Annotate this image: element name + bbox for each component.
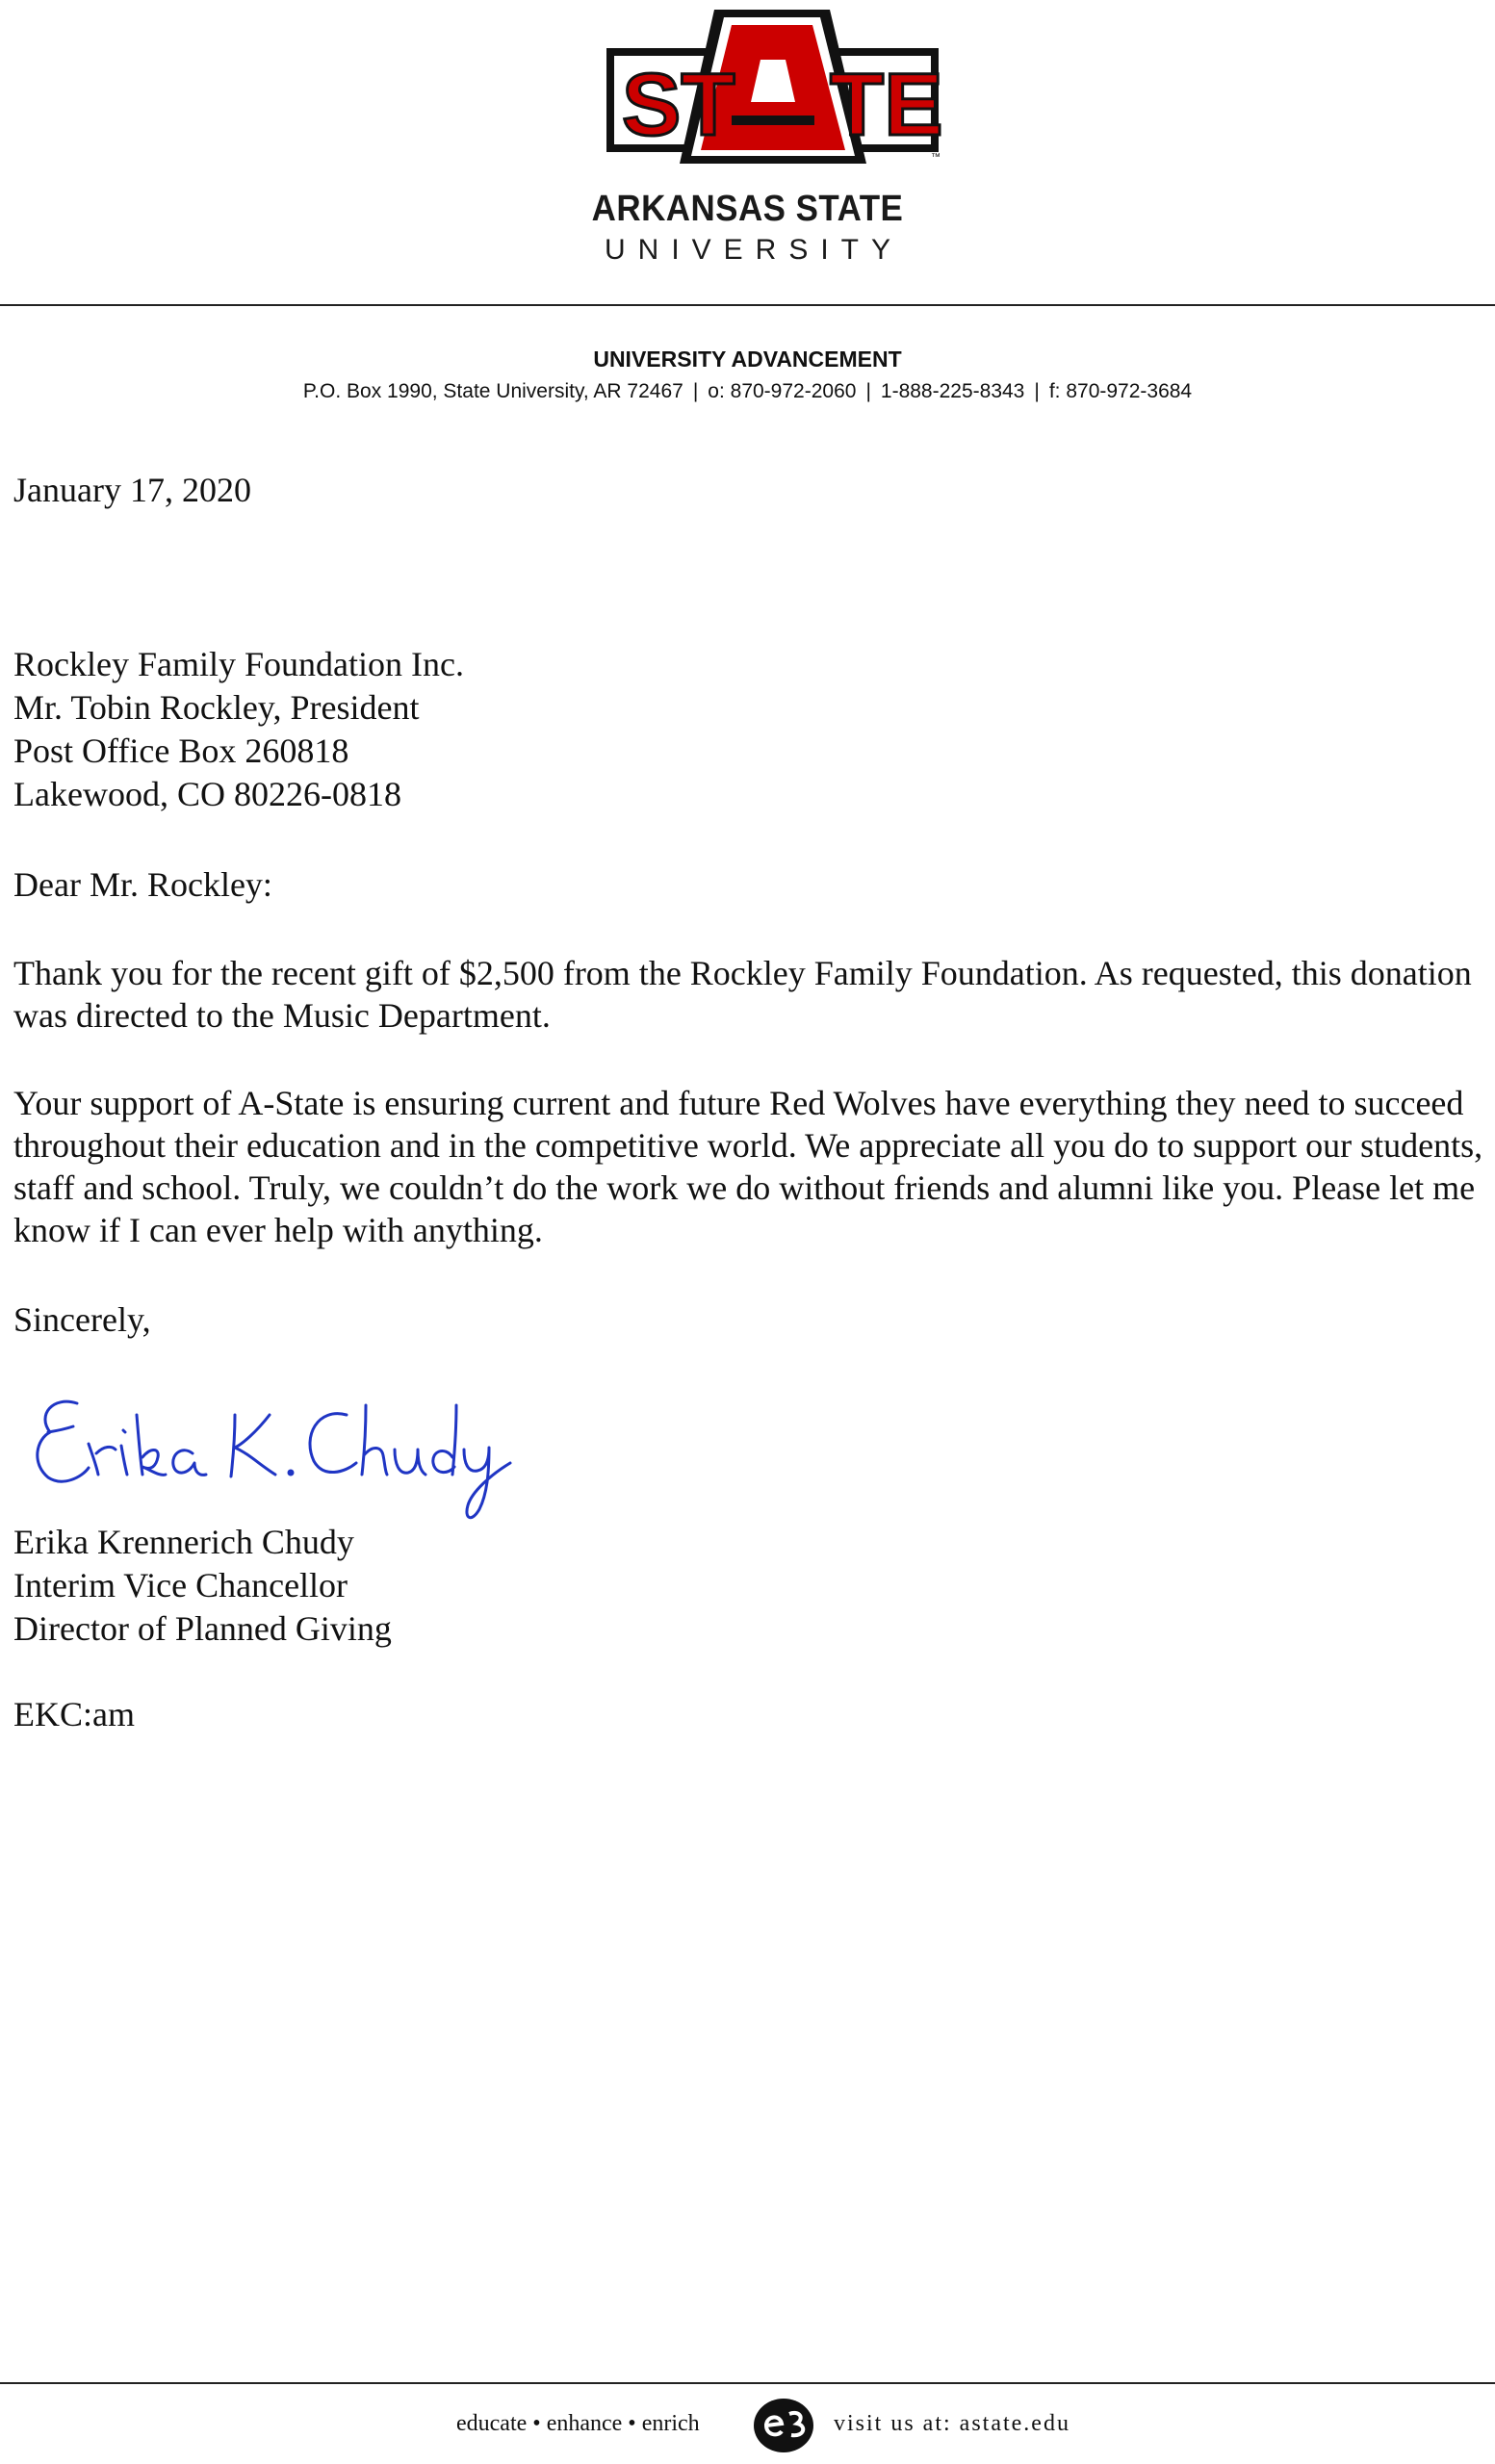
- signer-block: [13, 1521, 392, 1651]
- tagline-word: enhance: [546, 2411, 623, 2436]
- contact-line: P.O. Box 1990, State University, AR 72467 | o: 870-972-2060 | 1-888-225-8343 | f: 870-972-3684: [302, 380, 1193, 402]
- recipient-line: Lakewood, CO 80226-0818: [13, 775, 401, 813]
- letter-date: January 17, 2020: [13, 471, 251, 509]
- contact-office-phone: o: 870-972-2060: [708, 380, 857, 402]
- contact-tollfree-phone: 1-888-225-8343: [880, 380, 1025, 402]
- signer-name: Erika Krennerich Chudy: [13, 1523, 354, 1561]
- svg-text:™: ™: [931, 152, 941, 163]
- closing: Sincerely,: [13, 1300, 151, 1339]
- recipient-line: Rockley Family Foundation Inc.: [13, 645, 464, 683]
- handwritten-signature: [29, 1386, 529, 1530]
- university-name: ARKANSAS STATE: [591, 189, 904, 229]
- body-paragraph: Thank you for the recent gift of $2,500 from the Rockley Family Foundation. As requested, this donation was directed to the Music Department.: [13, 954, 1472, 1035]
- footer-tagline: educate • enhance • enrich: [456, 2411, 700, 2436]
- recipient-address: [13, 643, 464, 816]
- astate-logo-mark: [606, 10, 943, 173]
- tagline-word: enrich: [641, 2411, 700, 2436]
- footer-website: visit us at: astate.edu: [834, 2411, 1070, 2436]
- recipient-line: Mr. Tobin Rockley, President: [13, 688, 420, 727]
- footer-divider: [0, 2382, 1495, 2384]
- recipient-line: Post Office Box 260818: [13, 732, 349, 770]
- e3-mark-icon: [753, 2397, 814, 2454]
- salutation: Dear Mr. Rockley:: [13, 865, 272, 904]
- body-paragraph: Your support of A-State is ensuring current and future Red Wolves have everything they need to succeed throughout their education and in the competitive world. We appreciate all you do to support our students, staff and school. Truly, we couldn’t do the work we do without friends and alumni like you. Please let me know if I can ever help with anything.: [13, 1084, 1483, 1249]
- tagline-word: educate: [456, 2411, 528, 2436]
- university-subtitle: UNIVERSITY: [604, 234, 904, 266]
- header-divider: [0, 304, 1495, 306]
- contact-fax: f: 870-972-3684: [1048, 380, 1193, 402]
- svg-text:TE: TE: [830, 56, 943, 154]
- reference-initials: EKC:am: [13, 1695, 135, 1733]
- signer-title: Director of Planned Giving: [13, 1609, 392, 1648]
- astate-logo: [606, 10, 943, 173]
- signer-title: Interim Vice Chancellor: [13, 1566, 348, 1604]
- contact-address: P.O. Box 1990, State University, AR 72467: [302, 380, 683, 402]
- svg-text:ST: ST: [622, 56, 735, 154]
- department-name: UNIVERSITY ADVANCEMENT: [593, 346, 902, 372]
